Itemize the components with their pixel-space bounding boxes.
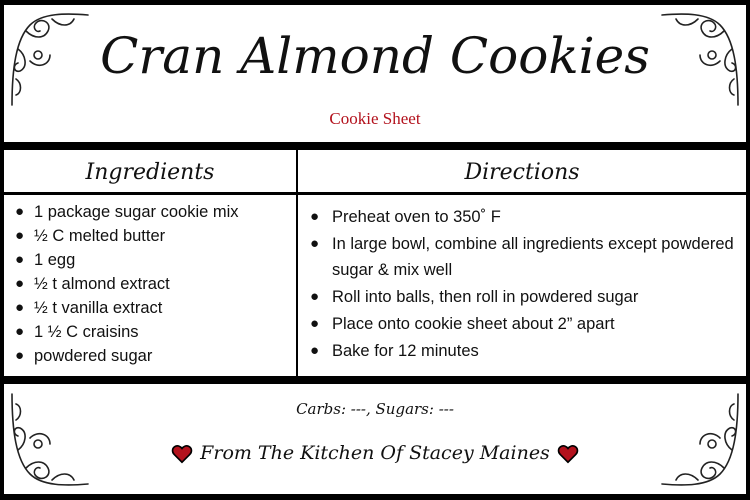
ingredient-item-text: ½ C melted butter bbox=[34, 227, 166, 245]
ingredient-item bbox=[4, 248, 296, 272]
direction-step bbox=[298, 284, 746, 310]
credit-row bbox=[4, 442, 746, 465]
heart-icon bbox=[171, 443, 193, 465]
heading-divider bbox=[4, 192, 746, 195]
ingredient-item bbox=[4, 200, 296, 224]
ingredients-column bbox=[4, 150, 296, 376]
bullet-icon: ● bbox=[15, 323, 25, 340]
ingredient-item bbox=[4, 224, 296, 248]
bullet-icon: ● bbox=[15, 299, 25, 316]
direction-step-text: Place onto cookie sheet about 2” apart bbox=[332, 315, 615, 333]
bullet-icon: ● bbox=[15, 251, 25, 268]
direction-step-text: Roll into balls, then roll in powdered sugar bbox=[332, 288, 639, 306]
direction-step bbox=[298, 231, 746, 283]
direction-step bbox=[298, 204, 746, 230]
bullet-icon: ● bbox=[310, 208, 320, 225]
bullet-icon: ● bbox=[15, 347, 25, 364]
ingredient-item-text: powdered sugar bbox=[34, 347, 153, 365]
footer-panel bbox=[4, 384, 746, 494]
ingredients-list bbox=[4, 200, 296, 368]
credit-text: From The Kitchen Of Stacey Maines bbox=[200, 442, 550, 464]
directions-column bbox=[298, 150, 746, 376]
ingredient-item-text: 1 package sugar cookie mix bbox=[34, 203, 239, 221]
ingredient-item-text: ½ t vanilla extract bbox=[34, 299, 163, 317]
bullet-icon: ● bbox=[310, 315, 320, 332]
bullet-icon: ● bbox=[15, 227, 25, 244]
nutrition-info: Carbs: ---, Sugars: --- bbox=[296, 400, 454, 418]
recipe-subtitle: Cookie Sheet bbox=[329, 109, 421, 128]
directions-list bbox=[298, 204, 746, 365]
title-panel bbox=[4, 5, 746, 142]
bullet-icon: ● bbox=[15, 275, 25, 292]
heart-icon bbox=[557, 443, 579, 465]
bullet-icon: ● bbox=[310, 288, 320, 305]
ingredient-item bbox=[4, 296, 296, 320]
ingredient-item-text: ½ t almond extract bbox=[34, 275, 170, 293]
direction-step bbox=[298, 338, 746, 364]
direction-step bbox=[298, 311, 746, 337]
ingredient-item bbox=[4, 320, 296, 344]
ingredient-item bbox=[4, 272, 296, 296]
recipe-table bbox=[4, 150, 746, 376]
recipe-title: Cran Almond Cookies bbox=[100, 27, 650, 85]
direction-step-text: Preheat oven to 350˚ F bbox=[332, 208, 501, 226]
ingredient-item bbox=[4, 344, 296, 368]
ingredients-heading: Ingredients bbox=[85, 160, 215, 185]
ingredient-item-text: 1 ½ C craisins bbox=[34, 323, 139, 341]
bullet-icon: ● bbox=[310, 342, 320, 359]
bullet-icon: ● bbox=[310, 235, 320, 252]
directions-heading: Directions bbox=[464, 160, 580, 185]
direction-step-text: In large bowl, combine all ingredients except powdered sugar & mix well bbox=[332, 235, 734, 279]
direction-step-text: Bake for 12 minutes bbox=[332, 342, 479, 360]
ingredient-item-text: 1 egg bbox=[34, 251, 76, 269]
bullet-icon: ● bbox=[15, 203, 25, 220]
